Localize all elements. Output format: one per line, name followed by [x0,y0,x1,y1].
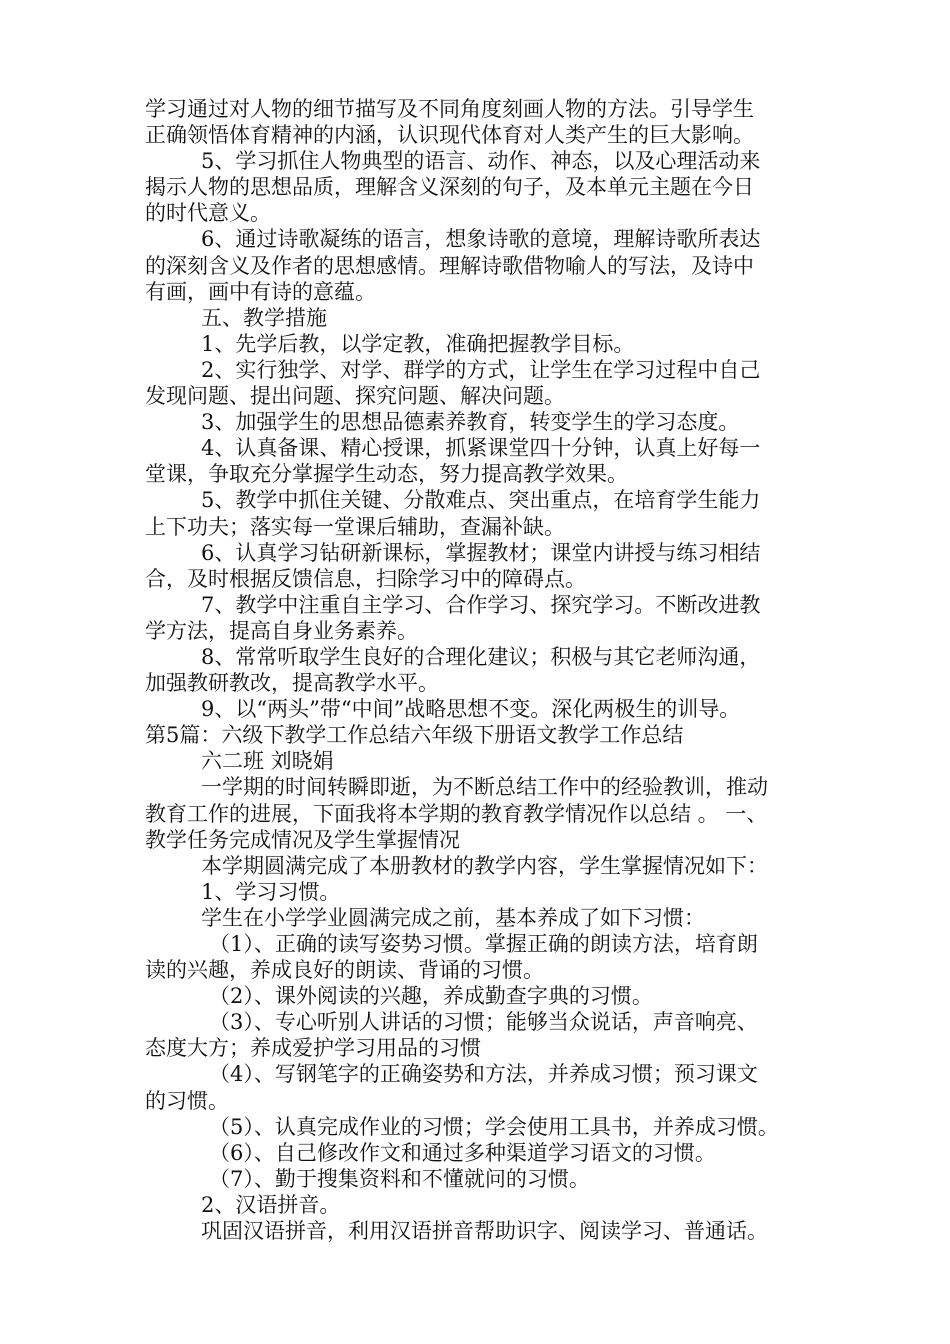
text-line: 一学期的时间转瞬即逝，为不断总结工作中的经验教训，推动 [201,775,768,800]
text-line: 揭示人物的思想品质，理解含义深刻的句子，及本单元主题在今日 [145,175,754,200]
text-line: （7）、勤于搜集资料和不懂就问的习惯。 [209,1166,590,1191]
text-line: 加强教研教改，提高教学水平。 [145,671,439,696]
text-line: （1）、正确的读写姿势习惯。掌握正确的朗读方法，培育朗 [209,932,758,956]
text-line: 有画，画中有诗的意蕴。 [145,279,376,304]
text-line: 2、实行独学、对学、群学的方式，让学生在学习过程中自己 [201,357,761,382]
text-line: 1、学习习惯。 [201,879,341,904]
text-line: 6、通过诗歌凝练的语言，想象诗歌的意境，理解诗歌所表达 [201,227,761,252]
text-line: 1、先学后教，以学定教，准确把握教学目标。 [201,331,635,356]
text-line: 4、认真备课、精心授课，抓紧课堂四十分钟，认真上好每一 [201,436,761,461]
text-line: 学生在小学学业圆满完成之前，基本养成了如下习惯： [201,905,705,930]
document-body [145,96,825,1244]
text-line: 3、加强学生的思想品德素养教育，转变学生的学习态度。 [201,410,740,435]
text-line: 合，及时根据反馈信息，扫除学习中的障碍点。 [145,566,586,591]
text-line: 学习通过对人物的细节描写及不同角度刻画人物的方法。引导学生 [145,97,754,121]
text-line: 上下功夫；落实每一堂课后辅助，查漏补缺。 [145,514,565,539]
text-line: （3）、专心听别人讲话的习惯；能够当众说话，声音响亮、 [209,1010,758,1035]
text-line: 巩固汉语拼音，利用汉语拼音帮助识字、阅读学习、普通话。 [201,1219,768,1244]
text-line: 发现问题、提出问题、探究问题、解决问题。 [145,384,565,409]
text-line: 态度大方；养成爱护学习用品的习惯 [145,1036,481,1061]
text-line: 8、常常听取学生良好的合理化建议；积极与其它老师沟通， [201,644,761,669]
text-line: 教学任务完成情况及学生掌握情况 [145,827,460,852]
text-line: 5、教学中抓住关键、分散难点、突出重点，在培育学生能力 [201,488,761,513]
section-heading: 五、教学措施 [201,305,327,330]
text-line: 的时代意义。 [145,201,271,226]
text-line: （2）、课外阅读的兴趣，养成勤查字典的习惯。 [209,984,653,1009]
text-line: 正确领悟体育精神的内涵，认识现代体育对人类产生的巨大影响。 [145,123,754,148]
text-line: 2、汉语拼音。 [201,1192,341,1217]
text-line: 6、认真学习钻研新课标，掌握教材；课堂内讲授与练习相结 [201,540,761,565]
text-line: （5）、认真完成作业的习惯；学会使用工具书，并养成习惯。 [209,1114,779,1139]
text-line: 本学期圆满完成了本册教材的教学内容，学生掌握情况如下： [201,853,768,878]
text-line: 学方法，提高自身业务素养。 [145,618,418,643]
text-line: 堂课，争取充分掌握学生动态，努力提高教学效果。 [145,462,628,487]
text-line: 的习惯。 [145,1088,229,1113]
text-line: 的深刻含义及作者的思想感情。理解诗歌借物喻人的写法，及诗中 [145,253,754,278]
text-line: 5、学习抓住人物典型的语言、动作、神态，以及心理活动来 [201,149,761,174]
text-line: 9、以“两头”带“中间”战略思想不变。深化两极生的训导。 [201,697,741,722]
author-line: 六二班 刘晓娟 [201,749,334,774]
text-line: （6）、自己修改作文和通过多种渠道学习语文的习惯。 [209,1140,716,1165]
text-line: 7、教学中注重自主学习、合作学习、探究学习。不断改进教 [201,592,761,617]
text-line: （4）、写钢笔字的正确姿势和方法，并养成习惯；预习课文 [209,1062,758,1087]
chapter-title: 第5篇：六级下教学工作总结六年级下册语文教学工作总结 [145,723,684,748]
text-line: 读的兴趣，养成良好的朗读、背诵的习惯。 [145,958,544,983]
text-line: 教育工作的进展，下面我将本学期的教育教学情况作以总结 。 一、 [145,801,768,826]
